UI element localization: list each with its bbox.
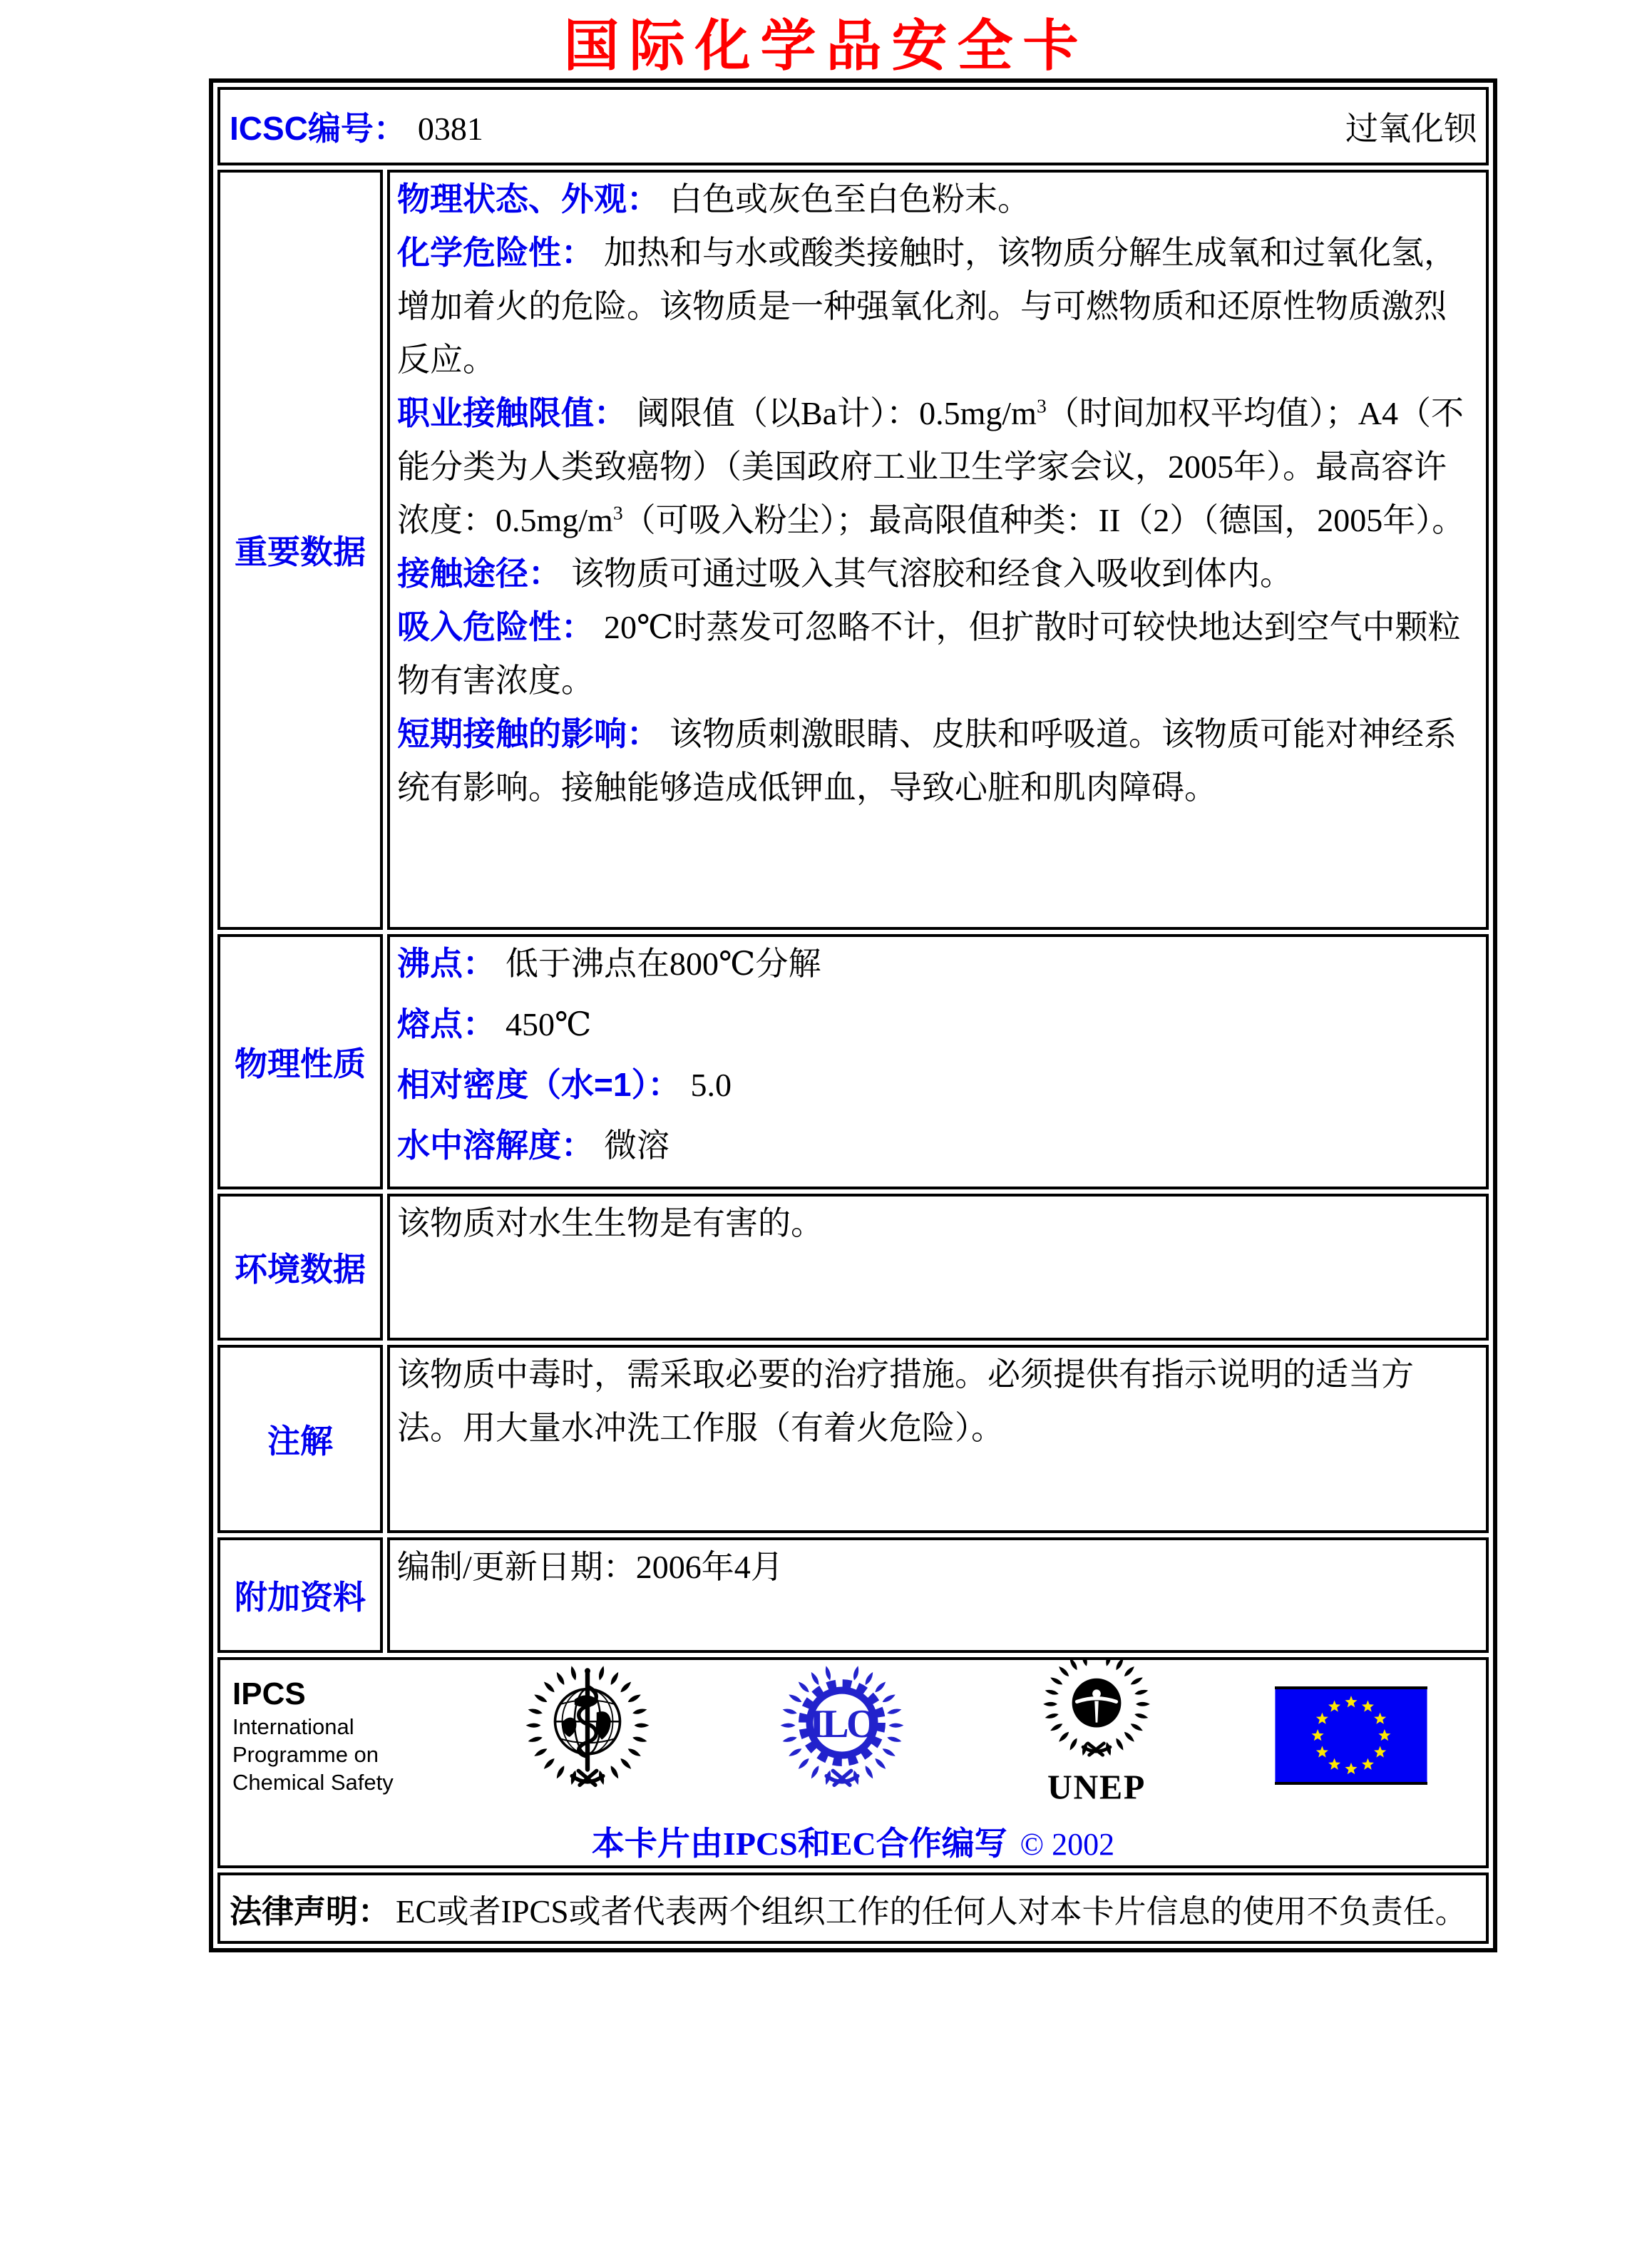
text-segment: 该物质对水生生物是有害的。 bbox=[397, 1205, 824, 1241]
text-paragraph bbox=[397, 707, 1479, 814]
text-paragraph bbox=[397, 1197, 1479, 1250]
header-cell bbox=[217, 87, 1489, 165]
text-segment: 20℃时蒸发可忽略不计，但扩散时可较快地达到空气中颗粒物有害浓度。 bbox=[397, 609, 1461, 699]
unep-logo-icon bbox=[1035, 1659, 1158, 1810]
field-label: 熔点： bbox=[397, 1005, 496, 1043]
text-paragraph bbox=[397, 226, 1479, 386]
logos-cell bbox=[217, 1657, 1489, 1868]
text-segment: 该物质可通过吸入其气溶胶和经食入吸收到体内。 bbox=[571, 555, 1293, 592]
section-content-physical-properties bbox=[387, 934, 1489, 1189]
icsc-table bbox=[209, 78, 1497, 1952]
ipcs-line: Programme on bbox=[232, 1741, 379, 1767]
legal-cell bbox=[217, 1873, 1489, 1944]
page-title: 国际化学品安全卡 bbox=[563, 14, 1089, 78]
section-label-physical-properties: 物理性质 bbox=[217, 934, 383, 1189]
section-content-additional-information bbox=[387, 1537, 1489, 1653]
unep-letters: UNEP bbox=[1047, 1768, 1146, 1806]
text-segment: 低于沸点在800℃分解 bbox=[506, 946, 821, 982]
logo-strip bbox=[228, 1665, 1478, 1806]
text-paragraph bbox=[397, 998, 1479, 1051]
field-label: 短期接触的影响： bbox=[397, 715, 660, 752]
text-paragraph bbox=[397, 600, 1479, 707]
section-label-additional-information: 附加资料 bbox=[217, 1537, 383, 1653]
text-segment: 5.0 bbox=[690, 1067, 732, 1103]
icsc-number-label: ICSC编号： bbox=[230, 110, 406, 147]
field-label: 化学危险性： bbox=[397, 234, 594, 271]
text-paragraph bbox=[397, 1540, 1479, 1594]
copyright-year: © 2002 bbox=[1020, 1827, 1115, 1862]
field-label: 沸点： bbox=[397, 945, 496, 982]
ipcs-block bbox=[228, 1676, 461, 1796]
icsc-number-field bbox=[230, 103, 483, 150]
table-row bbox=[217, 1345, 1489, 1533]
text-segment: 阈限值（以Ba计）：0.5mg/m bbox=[637, 395, 1037, 431]
text-segment: 该物质刺激眼睛、皮肤和呼吸道。该物质可能对神经系统有影响。接触能够造成低钾血，导致心脏和肌肉障碍。 bbox=[397, 716, 1457, 806]
field-label: 职业接触限值： bbox=[397, 394, 627, 431]
text-segment: （可吸入粉尘）；最高限值种类：II（2）（德国，2005年）。 bbox=[622, 502, 1465, 538]
who-logo-icon bbox=[523, 1666, 652, 1802]
section-content-notes bbox=[387, 1345, 1489, 1533]
text-segment: 编制/更新日期：2006年4月 bbox=[397, 1549, 784, 1585]
text-segment: 该物质中毒时，需采取必要的治疗措施。必须提供有指示说明的适当方法。用大量水冲洗工作服（有着火危险）。 bbox=[397, 1356, 1414, 1446]
ilo-letters: ILO bbox=[809, 1702, 876, 1747]
copyright-text: 本卡片由IPCS和EC合作编写 bbox=[591, 1825, 1007, 1862]
ilo-logo-icon bbox=[777, 1666, 907, 1802]
ipcs-line: International bbox=[232, 1713, 354, 1739]
table-row bbox=[217, 1657, 1489, 1868]
text-segment: （时间加权平均值）；A4（不能分类为人类致癌物）（美国政府工业卫生学家会议，2005年）。最高容许浓度：0.5mg/m bbox=[397, 395, 1464, 538]
text-paragraph bbox=[397, 547, 1479, 600]
text-segment: 白色或灰色至白色粉末。 bbox=[669, 181, 1030, 217]
table-row bbox=[217, 1873, 1489, 1944]
legal-label: 法律声明： bbox=[230, 1892, 391, 1930]
ipcs-acronym: IPCS bbox=[232, 1676, 306, 1711]
ilo-logo-box bbox=[715, 1666, 970, 1805]
field-label: 水中溶解度： bbox=[397, 1127, 594, 1164]
field-label: 物理状态、外观： bbox=[397, 180, 660, 217]
text-paragraph bbox=[397, 1119, 1479, 1172]
section-label-notes: 注解 bbox=[217, 1345, 383, 1533]
text-segment: 微溶 bbox=[604, 1127, 669, 1164]
ipcs-line: Chemical Safety bbox=[232, 1769, 394, 1795]
superscript: 3 bbox=[612, 501, 623, 524]
text-paragraph bbox=[397, 1058, 1479, 1112]
text-paragraph bbox=[397, 1348, 1479, 1455]
section-label-environmental-data: 环境数据 bbox=[217, 1194, 383, 1341]
table-row bbox=[217, 87, 1489, 165]
field-label: 相对密度（水=1）： bbox=[397, 1066, 681, 1103]
eu-flag-icon bbox=[1275, 1689, 1427, 1782]
section-content-environmental-data bbox=[387, 1194, 1489, 1341]
text-paragraph bbox=[397, 937, 1479, 990]
superscript: 3 bbox=[1036, 394, 1047, 417]
field-label: 吸入危险性： bbox=[397, 608, 594, 645]
text-paragraph bbox=[397, 173, 1479, 226]
text-segment: 450℃ bbox=[506, 1006, 592, 1043]
table-row bbox=[217, 934, 1489, 1189]
table-row bbox=[217, 1194, 1489, 1341]
section-label-important-data: 重要数据 bbox=[217, 170, 383, 930]
field-label: 接触途径： bbox=[397, 555, 561, 592]
section-content-important-data bbox=[387, 170, 1489, 930]
chemical-name: 过氧化钡 bbox=[1345, 111, 1477, 147]
eu-flag-frame bbox=[1275, 1686, 1427, 1785]
text-segment: 加热和与水或酸类接触时，该物质分解生成氧和过氧化氢，增加着火的危险。该物质是一种强氧化剂。与可燃物质和还原性物质激烈反应。 bbox=[397, 235, 1457, 378]
legal-text: EC或者IPCS或者代表两个组织工作的任何人对本卡片信息的使用不负责任。 bbox=[396, 1893, 1467, 1930]
table-row bbox=[217, 1537, 1489, 1653]
table-row bbox=[217, 170, 1489, 930]
unep-logo-box bbox=[970, 1659, 1224, 1813]
icsc-number-value: 0381 bbox=[417, 111, 483, 147]
who-logo-box bbox=[461, 1666, 715, 1805]
text-paragraph bbox=[397, 386, 1479, 547]
copyright-line bbox=[228, 1818, 1478, 1865]
eu-flag-box bbox=[1223, 1686, 1478, 1786]
